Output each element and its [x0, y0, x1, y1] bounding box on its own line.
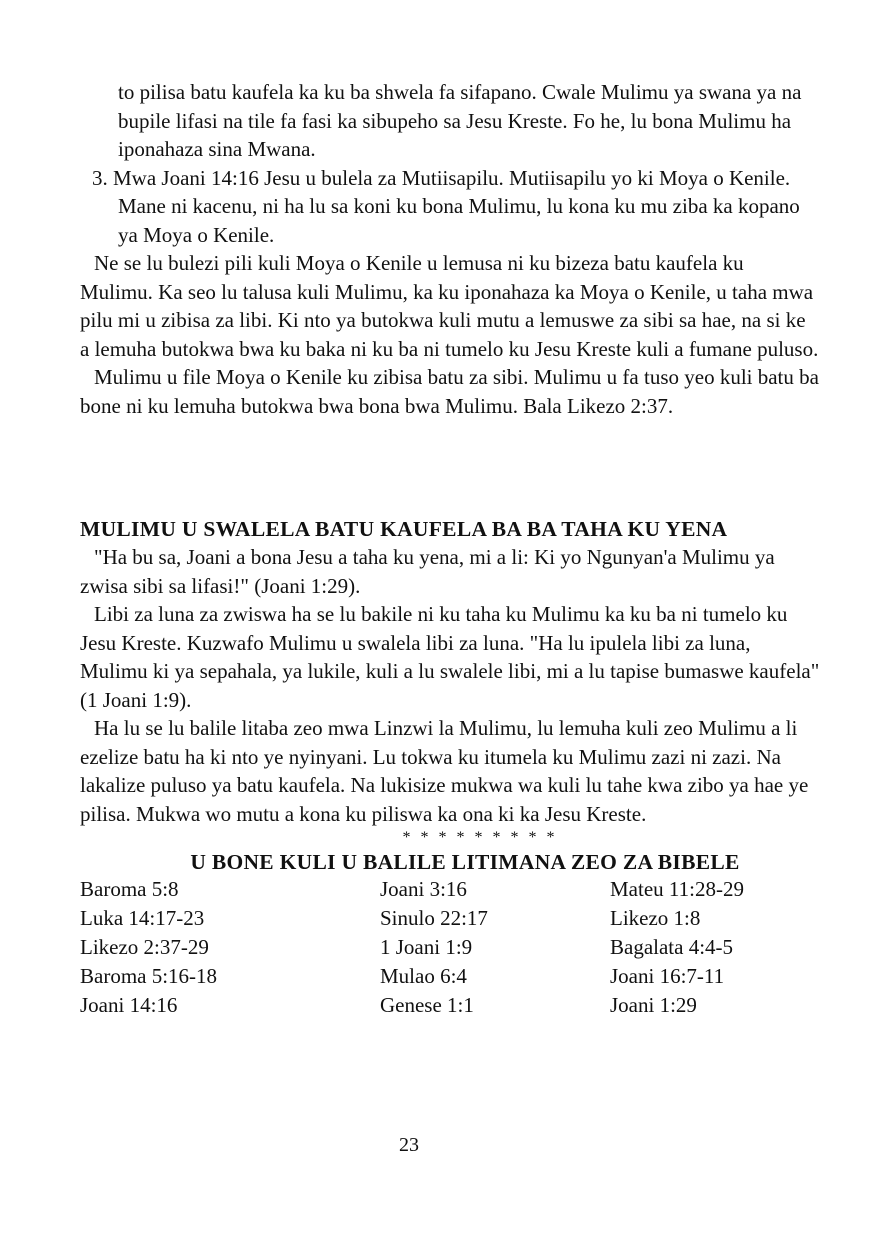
paragraph-quote-joani: "Ha bu sa, Joani a bona Jesu a taha ku yena, mi a li: Ki yo Ngunyan'a Mulimu ya zwisa sibi sa lifasi!" (Joani 1:29).: [80, 545, 775, 598]
reference-item: Likezo 1:8: [610, 906, 701, 930]
reference-item: Bagalata 4:4-5: [610, 935, 734, 959]
continued-paragraph: to pilisa batu kaufela ka ku ba shwela fa sifapano. Cwale Mulimu ya swana ya na bupile lifasi na tile fa fasi ka sibupeho sa Jesu Kreste. Fo he, lu bona Mulimu ha iponahaza sina Mwana.: [118, 80, 802, 161]
references-column-2: [380, 875, 610, 1020]
reference-item: Joani 16:7-11: [610, 964, 725, 988]
stars-divider: * * * * * * * * *: [402, 829, 558, 846]
references-title: U BONE KULI U BALILE LITIMANA ZEO ZA BIBELE: [190, 850, 740, 874]
references-column-1: [80, 875, 380, 1020]
reference-item: Joani 3:16: [380, 877, 467, 901]
page-number: 23: [399, 1134, 419, 1156]
reference-item: Likezo 2:37-29: [80, 935, 209, 959]
top-text-block: [80, 78, 820, 420]
reference-item: Genese 1:1: [380, 993, 474, 1017]
reference-item: Mulao 6:4: [380, 964, 467, 988]
reference-item: Sinulo 22:17: [380, 906, 488, 930]
paragraph-moya-o-kenile: Ne se lu bulezi pili kuli Moya o Kenile u lemusa ni ku bizeza batu kaufela ku Mulimu. Ka seo lu talusa kuli Mulimu, ka ku iponahaza ka Moya o Kenile, u taha mwa pilu mi u zibisa za libi. Ki nto ya butokwa kuli mutu a lemuswe za sibi sa hae, na si ke a lemuha butokwa bwa ku baka ni ku ba ni tumelo ku Jesu Kreste kuli a fumane puluso.: [80, 251, 819, 361]
references-column-3: [610, 875, 810, 1020]
reference-item: Mateu 11:28-29: [610, 877, 744, 901]
paragraph-mulimu-u-file: Mulimu u file Moya o Kenile ku zibisa batu za sibi. Mulimu u fa tuso yeo kuli batu ba bone ni ku lemuha butokwa bwa bona bwa Mulimu. Bala Likezo 2:37.: [80, 365, 819, 418]
page-number-container: [0, 1134, 872, 1157]
reference-item: Joani 1:29: [610, 993, 697, 1017]
paragraph-ha-lu-se-lu-balile: Ha lu se lu balile litaba zeo mwa Linzwi la Mulimu, lu lemuha kuli zeo Mulimu a li ezelize batu ha ki nto ye nyinyani. Lu tokwa ku itumela ku Mulimu zazi ni zazi. Na lakalize puluso ya batu kaufela. Na lukisize mukwa wa kuli lu tahe kwa zibo ya hae ye pilisa. Mukwa wo mutu a kona ku piliswa ka ona ki ka Jesu Kreste.: [80, 716, 809, 826]
reference-item: Joani 14:16: [80, 993, 178, 1017]
section-block: [80, 516, 820, 1020]
section-heading: MULIMU U SWALELA BATU KAUFELA BA BA TAHA KU YENA: [80, 517, 728, 541]
reference-item: Baroma 5:16-18: [80, 964, 218, 988]
references-table: [80, 875, 820, 1020]
reference-item: 1 Joani 1:9: [380, 935, 473, 959]
reference-item: Baroma 5:8: [80, 877, 179, 901]
paragraph-libi-za-luna: Libi za luna za zwiswa ha se lu bakile ni ku taha ku Mulimu ka ku ba ni tumelo ku Jesu Kreste. Kuzwafo Mulimu u swalela libi za luna. "Ha lu ipulela libi za luna, Mulimu ki ya sepahala, ya lukile, kuli a lu swalele libi, mi a lu tapise bumaswe kaufela" (1 Joani 1:9).: [80, 602, 820, 712]
reference-item: Luka 14:17-23: [80, 906, 205, 930]
numbered-item-3: 3. Mwa Joani 14:16 Jesu u bulela za Mutiisapilu. Mutiisapilu yo ki Moya o Kenile. Mane ni kacenu, ni ha lu sa koni ku bona Mulimu, lu kona ku mu ziba ka kopano ya Moya o Kenile.: [92, 165, 800, 247]
